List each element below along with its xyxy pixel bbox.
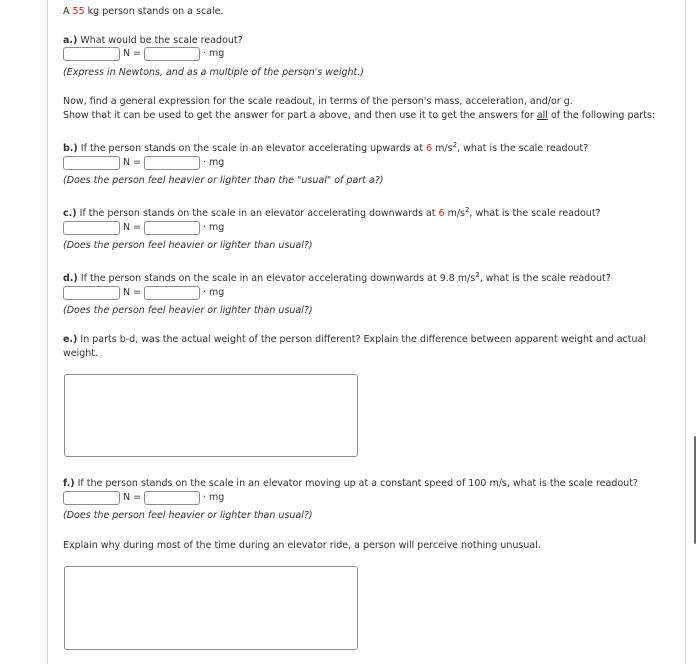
general-line-2: Show that it can be used to get the answer for part a above, and then use it to get the answers for all of the following parts: [63, 110, 656, 121]
part-e-question-line-1: e.) In parts b-d, was the actual weight of the person different? Explain the difference between apparent weight and actual [63, 334, 646, 345]
part-a-note: (Express in Newtons, and as a multiple of the person's weight.) [63, 67, 365, 78]
mg-label: · mg [203, 222, 225, 233]
n-equals-label: N = [123, 157, 142, 168]
mg-label: · mg [203, 492, 225, 503]
part-b-mg-input[interactable] [144, 156, 200, 170]
part-e-question-line-2: weight. [63, 348, 99, 359]
mg-label: · mg [203, 48, 225, 59]
part-d-mg-input[interactable] [144, 286, 200, 300]
part-c-newtons-input[interactable] [63, 221, 120, 235]
part-b-question: b.) If the person stands on the scale in an elevator accelerating upwards at 6 $m/s^2$, what is the scale readout? [63, 140, 589, 154]
n-equals-label: N = [123, 492, 142, 503]
intro-text: A 55 kg person stands on a scale. [63, 6, 224, 17]
explain-answer-textarea[interactable] [64, 566, 358, 650]
explain-question: Explain why during most of the time during an elevator ride, a person will perceive nothing unusual. [63, 540, 541, 551]
part-a-mg-input[interactable] [144, 47, 200, 61]
part-b-accel: 6 [426, 143, 433, 154]
part-d-note: (Does the person feel heavier or lighter than usual?) [63, 305, 313, 316]
n-equals-label: N = [123, 48, 142, 59]
part-d-question: d.) If the person stands on the scale in an elevator accelerating downwards at 9.8 $m/s^2$, what is the scale readout? [63, 270, 611, 284]
mass-value: 55 [72, 6, 85, 17]
part-e-answer-textarea[interactable] [64, 374, 358, 457]
part-f-note: (Does the person feel heavier or lighter than usual?) [63, 510, 313, 521]
part-c-accel: 6 [438, 208, 445, 219]
mg-label: · mg [203, 157, 225, 168]
part-a-question: a.) What would be the scale readout? [63, 35, 243, 46]
part-b-newtons-input[interactable] [63, 156, 120, 170]
part-d-newtons-input[interactable] [63, 286, 120, 300]
part-f-question: f.) If the person stands on the scale in an elevator moving up at a constant speed of 100 m/s, what is the scale readout? [63, 478, 638, 489]
n-equals-label: N = [123, 287, 142, 298]
part-c-mg-input[interactable] [144, 221, 200, 235]
scrollbar-thumb[interactable] [694, 436, 696, 544]
mg-label: · mg [203, 287, 225, 298]
part-c-note: (Does the person feel heavier or lighter than usual?) [63, 240, 313, 251]
n-equals-label: N = [123, 222, 142, 233]
general-line-1: Now, find a general expression for the scale readout, in terms of the person's mass, acceleration, and/or g. [63, 96, 573, 107]
part-f-newtons-input[interactable] [63, 491, 120, 505]
part-f-mg-input[interactable] [144, 491, 200, 505]
part-c-question: c.) If the person stands on the scale in an elevator accelerating downwards at 6 $m/s^2$, what is the scale readout? [63, 205, 601, 219]
part-a-newtons-input[interactable] [63, 47, 120, 61]
part-b-note: (Does the person feel heavier or lighter than the "usual" of part a?) [63, 175, 384, 186]
